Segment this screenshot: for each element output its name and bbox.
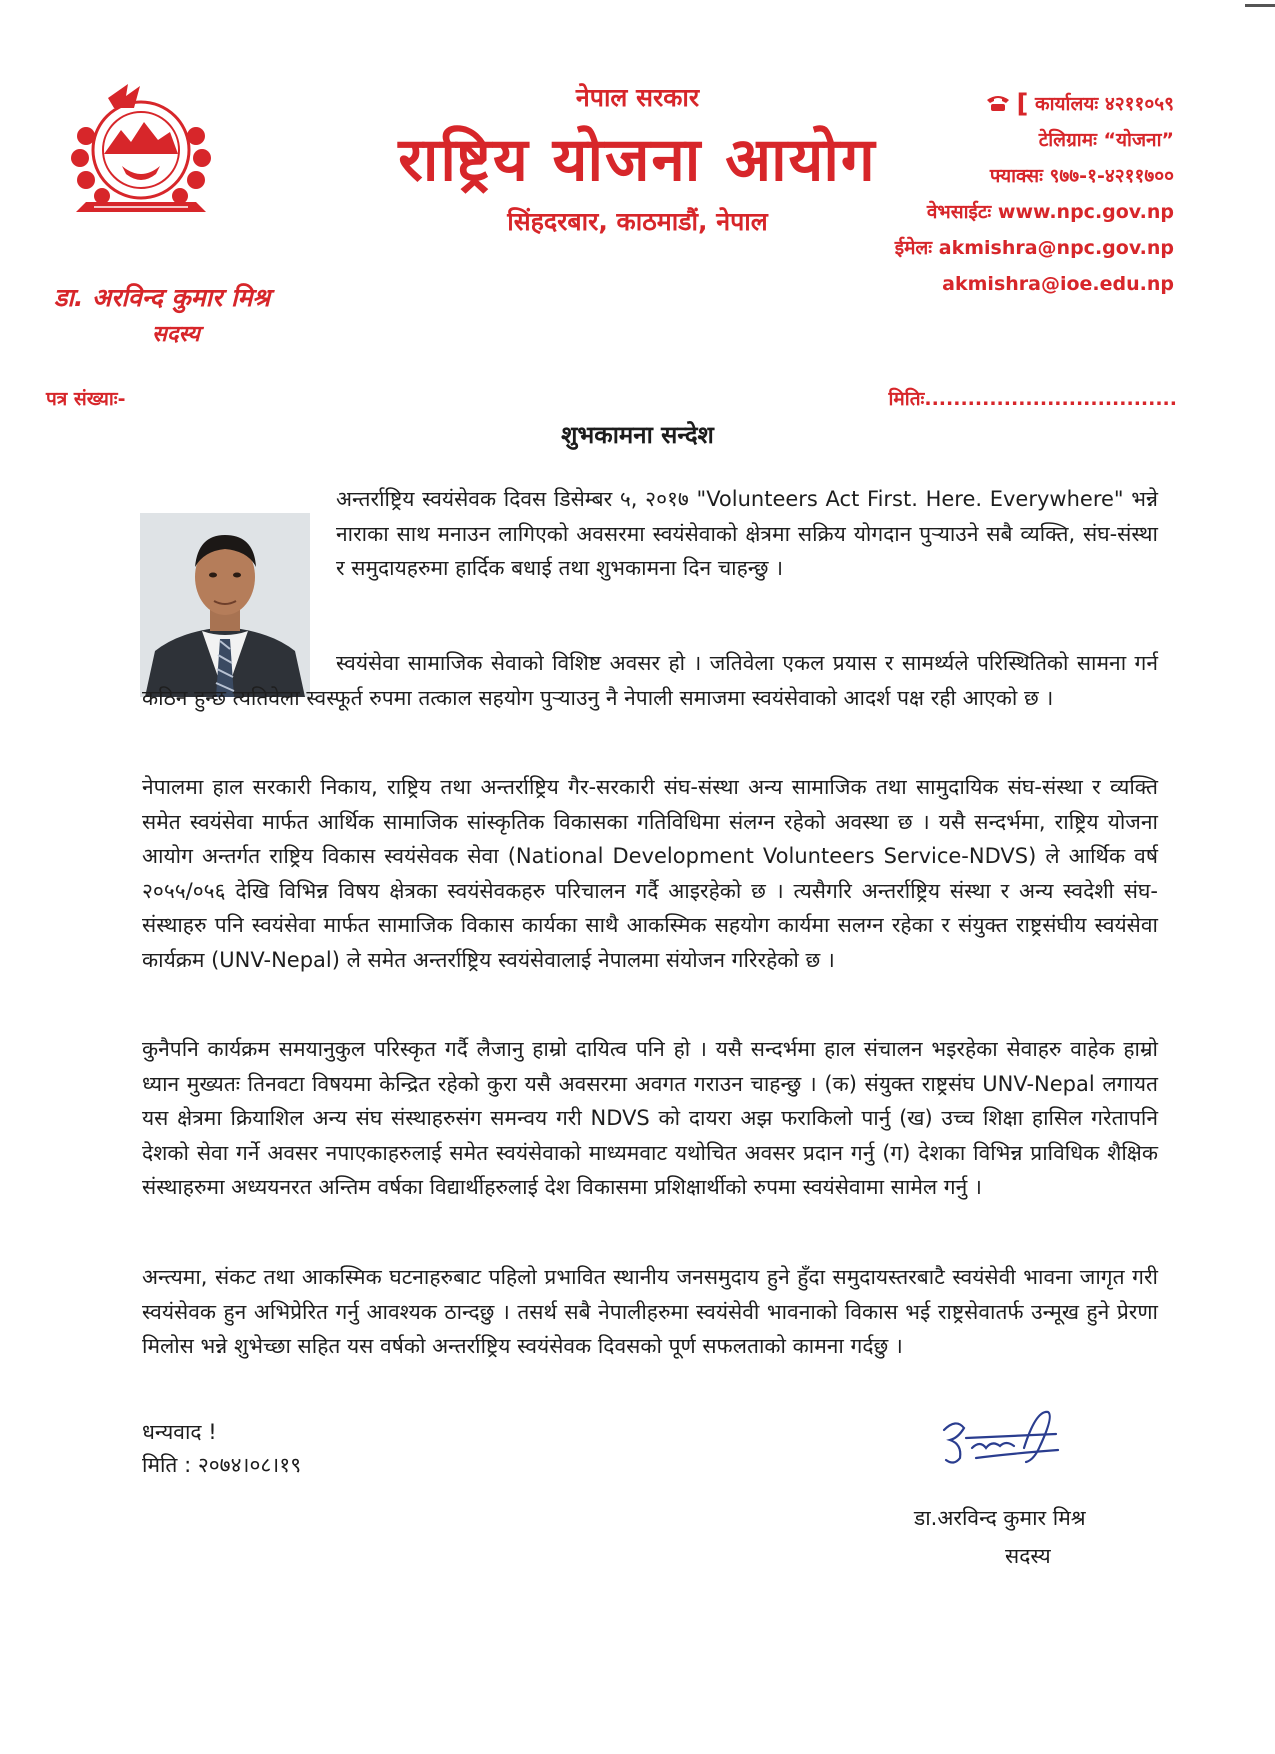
organization-address: सिंहदरबार, काठमाडौं, नेपाल xyxy=(507,207,768,236)
scan-mark xyxy=(1245,4,1275,7)
body-paragraph-3: नेपालमा हाल सरकारी निकाय, राष्ट्रिय तथा अन्तर्राष्ट्रिय गैर-सरकारी संघ-संस्था अन्य सामाजिक तथा सामुदायिक संघ-संस्था र व्यक्ति समेत स्वयंसेवा मार्फत आर्थिक सामाजिक सांस्कृतिक विकासका गतिविधिमा संलग्न रहेको अवस्था छ । यसै सन्दर्भमा, राष्ट्रिय योजना आयोग अन्तर्गत राष्ट्रिय विकास स्वयंसेवक सेवा (National Development Volunteers Service-NDVS) ले आर्थिक वर्ष २०५५/०५६ देखि विभिन्न विषय क्षेत्रका स्वयंसेवकहरु परिचालन गर्दै आइरहेको छ । त्यसैगरि अन्तर्राष्ट्रिय संस्था र अन्य स्वदेशी संघ-संस्थाहरु पनि स्वयंसेवा मार्फत सामाजिक विकास कार्यका साथै आकस्मिक सहयोग कार्यमा सलग्न रहेका र संयुक्त राष्ट्रसंघीय स्वयंसेवा कार्यक्रम (UNV-Nepal) ले समेत अन्तर्राष्ट्रिय स्वयंसेवालाई नेपालमा संयोजन गरिरहेको छ । xyxy=(142,775,1158,972)
body-paragraph-1: अन्तर्राष्ट्रिय स्वयंसेवक दिवस डिसेम्बर ५, २०१७ "Volunteers Act First. Here. Everywhere" भन्ने नाराका साथ मनाउन लागिएको अवसरमा स्वयंसेवाको क्षेत्रमा सक्रिय योगदान पुऱ्याउने सबै व्यक्ति, संघ-संस्था र समुदायहरुमा हार्दिक बधाई तथा शुभकामना दिन चाहन्छु । xyxy=(336,487,1158,580)
body-paragraph-4: कुनैपनि कार्यक्रम समयानुकुल परिस्कृत गर्दै लैजानु हाम्रो दायित्व पनि हो । यसै सन्दर्भमा हाल संचालन भइरहेका सेवाहरु वाहेक हाम्रो ध्यान मुख्यतः तिनवटा विषयमा केन्द्रित रहेको कुरा यसै अवसरमा अवगत गराउन चाहन्छु । (क) संयुक्त राष्ट्रसंघ UNV-Nepal लगायत यस क्षेत्रमा क्रियाशिल अन्य संघ संस्थाहरुसंग समन्वय गरी NDVS को दायरा अझ फराकिलो पार्नु (ख) उच्च शिक्षा हासिल गरेतापनि देशको सेवा गर्ने अवसर नपाएकाहरुलाई समेत स्वयंसेवाको माध्यमवाट यथोचित अवसर प्रदान गर्नु (ग) देशका विभिन्न प्राविधिक शैक्षिक संस्थाहरुमा अध्ययनरत अन्तिम वर्षका विद्यार्थीहरुलाई देश विकासमा प्रशिक्षार्थीको रुपमा स्वयंसेवामा सामेल गर्नु । xyxy=(142,1037,1158,1199)
signer-name: डा.अरविन्द कुमार मिश्र xyxy=(914,1506,1086,1530)
contact-block xyxy=(895,86,1174,302)
contact-website[interactable]: वेभसाईटः www.npc.gov.np xyxy=(926,201,1174,223)
contact-fax: फ्याक्सः ९७७-१-४२११७०० xyxy=(989,165,1174,187)
contact-telegram: टेलिग्रामः “योजना” xyxy=(1038,129,1174,151)
contact-email[interactable]: ईमेलः akmishra@npc.gov.np xyxy=(894,237,1174,259)
page-title: शुभकामना सन्देश xyxy=(561,421,714,449)
body-paragraph-2: स्वयंसेवा सामाजिक सेवाको विशिष्ट अवसर हो । जतिवेला एकल प्रयास र सामर्थ्यले परिस्थितिको सामना गर्न कठिन हुन्छ त्यतिवेला स्वस्फूर्त रुपमा तत्काल सहयोग पुऱ्याउनु नै नेपाली समाजमा स्वयंसेवाको आदर्श पक्ष रही आएको छ । xyxy=(142,651,1158,710)
government-name: नेपाल सरकार xyxy=(575,83,700,112)
member-name: डा. अरविन्द कुमार मिश्र xyxy=(54,283,271,312)
member-title: सदस्य xyxy=(152,322,200,347)
contact-office: [ कार्यालयः ४२११०५९ xyxy=(895,86,1174,122)
letter-number: पत्र संख्याः- xyxy=(46,388,126,410)
letter-date: मितिः................................... xyxy=(888,388,1177,410)
organization-name: राष्ट्रिय योजना आयोग xyxy=(398,125,877,195)
signer-title: सदस्य xyxy=(1005,1544,1051,1568)
closing-thanks: धन्यवाद ! xyxy=(142,1420,217,1444)
body-paragraph-5: अन्त्यमा, संकट तथा आकस्मिक घटनाहरुबाट पहिलो प्रभावित स्थानीय जनसमुदाय हुने हुँदा समुदायस्तरबाटै स्वयंसेवी भावना जागृत गरी स्वयंसेवक हुन अभिप्रेरित गर्नु आवश्यक ठान्दछु । तसर्थ सबै नेपालीहरुमा स्वयंसेवी भावनाको विकास भई राष्ट्रसेवातर्फ उन्मूख हुने प्रेरणा मिलोस भन्ने शुभेच्छा सहित यस वर्षको अन्तर्राष्ट्रिय स्वयंसेवक दिवसको पूर्ण सफलताको कामना गर्दछु । xyxy=(142,1265,1158,1358)
phone-icon xyxy=(986,94,1010,112)
contact-email-2[interactable]: akmishra@ioe.edu.np xyxy=(942,273,1174,295)
closing-date: मिति : २०७४।०८।१९ xyxy=(142,1453,302,1477)
signature xyxy=(936,1400,1066,1480)
